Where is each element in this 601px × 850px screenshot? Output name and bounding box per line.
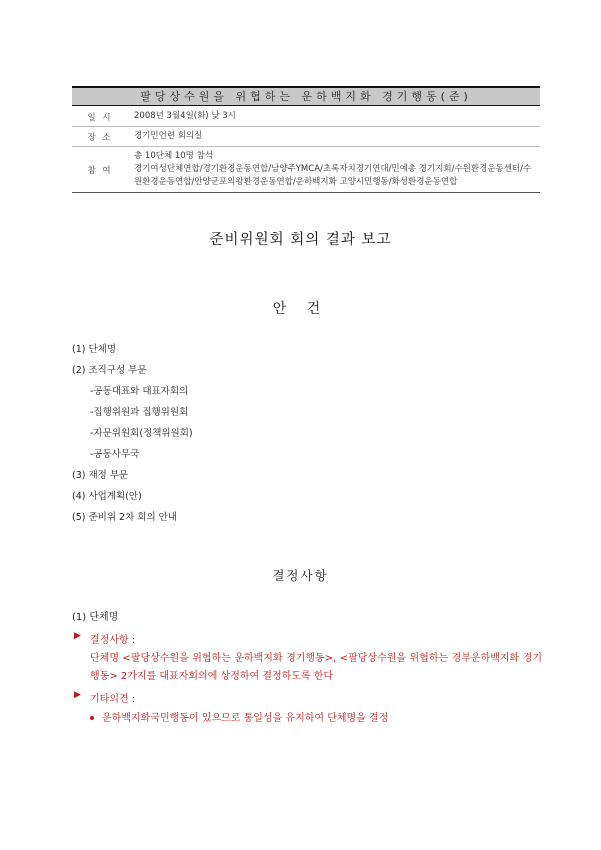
other-item-text: 운하백지화국민행동이 있으므로 통일성을 유지하여 단체명을 결정 — [102, 713, 389, 724]
agenda-title: 안 건 — [272, 301, 329, 317]
attend-orgs: 경기여성단체연합/경기환경운동연합/남양주YMCA/초록자치경기연대/민예총 경기지회/수원환경운동센터/수원환경운동연합/안양군포의왕환경운동연합/운하백지화 고양시민행동/화성환경운동연합 — [134, 164, 532, 187]
other-item — [72, 709, 542, 724]
decision-section-heading: (1) 단체명 — [72, 612, 119, 623]
attend-value — [128, 147, 540, 193]
document-title: 팔당상수원을 위협하는 운하백지화 경기행동(준) — [72, 86, 540, 106]
meeting-info-table — [72, 107, 540, 193]
date-row — [72, 107, 540, 127]
agenda-item: (1) 단체명 — [72, 344, 117, 355]
attend-count: 총 10단체 10명 참석 — [134, 151, 214, 161]
agenda-list — [72, 343, 193, 532]
decision-section — [72, 608, 542, 724]
other-label-row — [72, 690, 542, 705]
agenda-item: (3) 재정 부문 — [72, 470, 129, 481]
agenda-subitem: -공동대표와 대표자회의 — [90, 386, 189, 397]
date-label: 일 시 — [72, 107, 128, 127]
triangle-bullet-icon: ▶ — [74, 631, 81, 641]
attend-label: 참 여 — [72, 147, 128, 193]
decision-text: 단체명 <팔당상수원을 위협하는 운하백지화 경기행동>, <팔당상수원을 위협하는 경부운하백지화 경기행동> 2가지를 대표자회의에 상정하여 결정하도록 한다 — [90, 653, 542, 682]
agenda-subitem: -집행위원과 집행위원회 — [90, 407, 189, 418]
report-title: 준비위원회 회의 결과 보고 — [209, 232, 392, 248]
agenda-subitem: -공동사무국 — [90, 449, 140, 460]
triangle-bullet-icon: ▶ — [74, 690, 81, 700]
attend-row — [72, 147, 540, 193]
agenda-item: (4) 사업계획(안) — [72, 491, 142, 502]
dot-bullet-icon — [90, 716, 94, 720]
decision-label-row — [72, 631, 542, 646]
other-label: 기타의견 : — [90, 694, 136, 705]
agenda-item: (2) 조직구성 부문 — [72, 365, 147, 376]
place-label: 장 소 — [72, 127, 128, 147]
place-value: 경기민언련 회의실 — [128, 127, 540, 147]
decision-label: 결정사항 : — [90, 635, 136, 646]
decision-title: 결정사항 — [272, 568, 329, 583]
date-value: 2008년 3월4일(화) 낮 3시 — [128, 107, 540, 127]
place-row — [72, 127, 540, 147]
agenda-subitem: -자문위원회(정책위원회) — [90, 428, 193, 439]
agenda-item: (5) 준비위 2차 회의 안내 — [72, 512, 177, 523]
